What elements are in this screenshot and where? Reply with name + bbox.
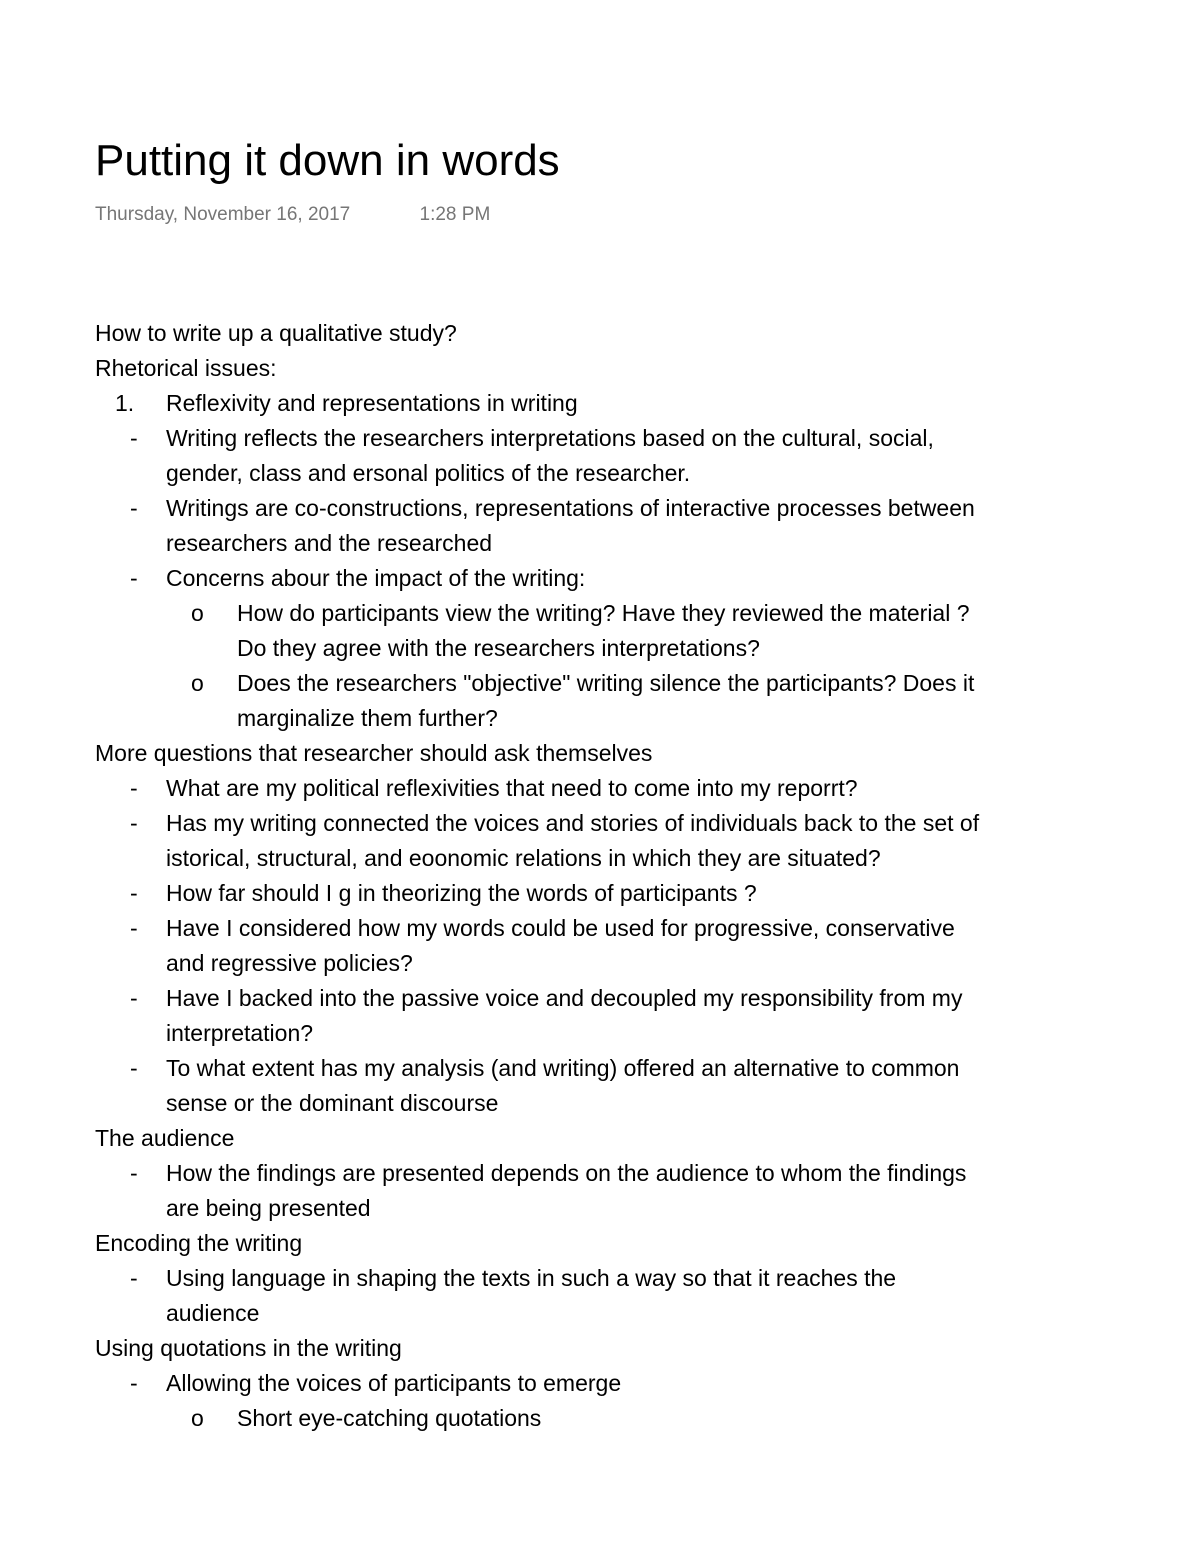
item-text: What are my political reflexivities that need to come into my reporrt? bbox=[166, 775, 858, 801]
item-text: Has my writing connected the voices and stories of individuals back to the set of bbox=[166, 810, 980, 836]
sub-bullet-item bbox=[95, 1401, 1105, 1436]
dash-bullet: - bbox=[130, 495, 138, 521]
dash-bullet: - bbox=[130, 915, 138, 941]
note-body bbox=[95, 316, 1105, 1436]
dash-bullet: - bbox=[130, 880, 138, 906]
item-text: Writing reflects the researchers interpretations based on the cultural, social, bbox=[166, 425, 934, 451]
item-text: How far should I g in theorizing the words of participants ? bbox=[166, 880, 757, 906]
item-text: Allowing the voices of participants to emerge bbox=[166, 1370, 622, 1396]
dash-bullet: - bbox=[130, 1055, 138, 1081]
bullet-item bbox=[95, 981, 1105, 1051]
item-text: Reflexivity and representations in writing bbox=[166, 390, 578, 416]
item-text: Concerns abour the impact of the writing: bbox=[166, 565, 586, 591]
page-time: 1:28 PM bbox=[419, 204, 491, 225]
page-timestamp bbox=[95, 202, 490, 228]
item-text: How the findings are presented depends on the audience to whom the findings bbox=[166, 1160, 967, 1186]
bullet-item bbox=[95, 561, 1105, 596]
number-marker: 1. bbox=[115, 390, 135, 416]
dash-bullet: - bbox=[130, 1160, 138, 1186]
item-text: Have I backed into the passive voice and decoupled my responsibility from my bbox=[166, 985, 963, 1011]
bullet-item bbox=[95, 491, 1105, 561]
quotations-heading: Using quotations in the writing bbox=[95, 1335, 402, 1361]
circle-bullet: o bbox=[191, 670, 204, 696]
dash-bullet: - bbox=[130, 1370, 138, 1396]
dash-bullet: - bbox=[130, 425, 138, 451]
item-text: Does the researchers "objective" writing silence the participants? Does it bbox=[237, 670, 975, 696]
item-text: interpretation? bbox=[166, 1020, 314, 1046]
item-text: marginalize them further? bbox=[237, 705, 498, 731]
dash-bullet: - bbox=[130, 810, 138, 836]
item-text: istorical, structural, and eoonomic relations in which they are situated? bbox=[166, 845, 881, 871]
rhetorical-issues-heading: Rhetorical issues: bbox=[95, 355, 277, 381]
bullet-item bbox=[95, 771, 1105, 806]
item-text: To what extent has my analysis (and writing) offered an alternative to common bbox=[166, 1055, 960, 1081]
item-text: Using language in shaping the texts in such a way so that it reaches the bbox=[166, 1265, 897, 1291]
bullet-item bbox=[95, 911, 1105, 981]
question-heading: How to write up a qualitative study? bbox=[95, 320, 457, 346]
bullet-item bbox=[95, 1366, 1105, 1401]
circle-bullet: o bbox=[191, 600, 204, 626]
item-text: gender, class and ersonal politics of the researcher. bbox=[166, 460, 691, 486]
numbered-item bbox=[95, 386, 1105, 421]
page-title: Putting it down in words bbox=[95, 136, 560, 185]
dash-bullet: - bbox=[130, 1265, 138, 1291]
circle-bullet: o bbox=[191, 1405, 204, 1431]
bullet-item bbox=[95, 876, 1105, 911]
item-text: and regressive policies? bbox=[166, 950, 413, 976]
more-questions-heading: More questions that researcher should ask themselves bbox=[95, 740, 653, 766]
item-text: Do they agree with the researchers interpretations? bbox=[237, 635, 760, 661]
item-text: audience bbox=[166, 1300, 260, 1326]
item-text: Short eye-catching quotations bbox=[237, 1405, 542, 1431]
encoding-heading: Encoding the writing bbox=[95, 1230, 303, 1256]
item-text: researchers and the researched bbox=[166, 530, 493, 556]
item-text: Writings are co-constructions, representations of interactive processes between bbox=[166, 495, 975, 521]
sub-bullet-item bbox=[95, 666, 1105, 736]
dash-bullet: - bbox=[130, 775, 138, 801]
sub-bullet-item bbox=[95, 596, 1105, 666]
page-date: Thursday, November 16, 2017 bbox=[95, 204, 351, 225]
bullet-item bbox=[95, 421, 1105, 491]
bullet-item bbox=[95, 1261, 1105, 1331]
item-text: How do participants view the writing? Have they reviewed the material ? bbox=[237, 600, 970, 626]
dash-bullet: - bbox=[130, 985, 138, 1011]
audience-heading: The audience bbox=[95, 1125, 235, 1151]
item-text: Have I considered how my words could be used for progressive, conservative bbox=[166, 915, 955, 941]
bullet-item bbox=[95, 806, 1105, 876]
dash-bullet: - bbox=[130, 565, 138, 591]
item-text: are being presented bbox=[166, 1195, 371, 1221]
bullet-item bbox=[95, 1051, 1105, 1121]
item-text: sense or the dominant discourse bbox=[166, 1090, 499, 1116]
bullet-item bbox=[95, 1156, 1105, 1226]
